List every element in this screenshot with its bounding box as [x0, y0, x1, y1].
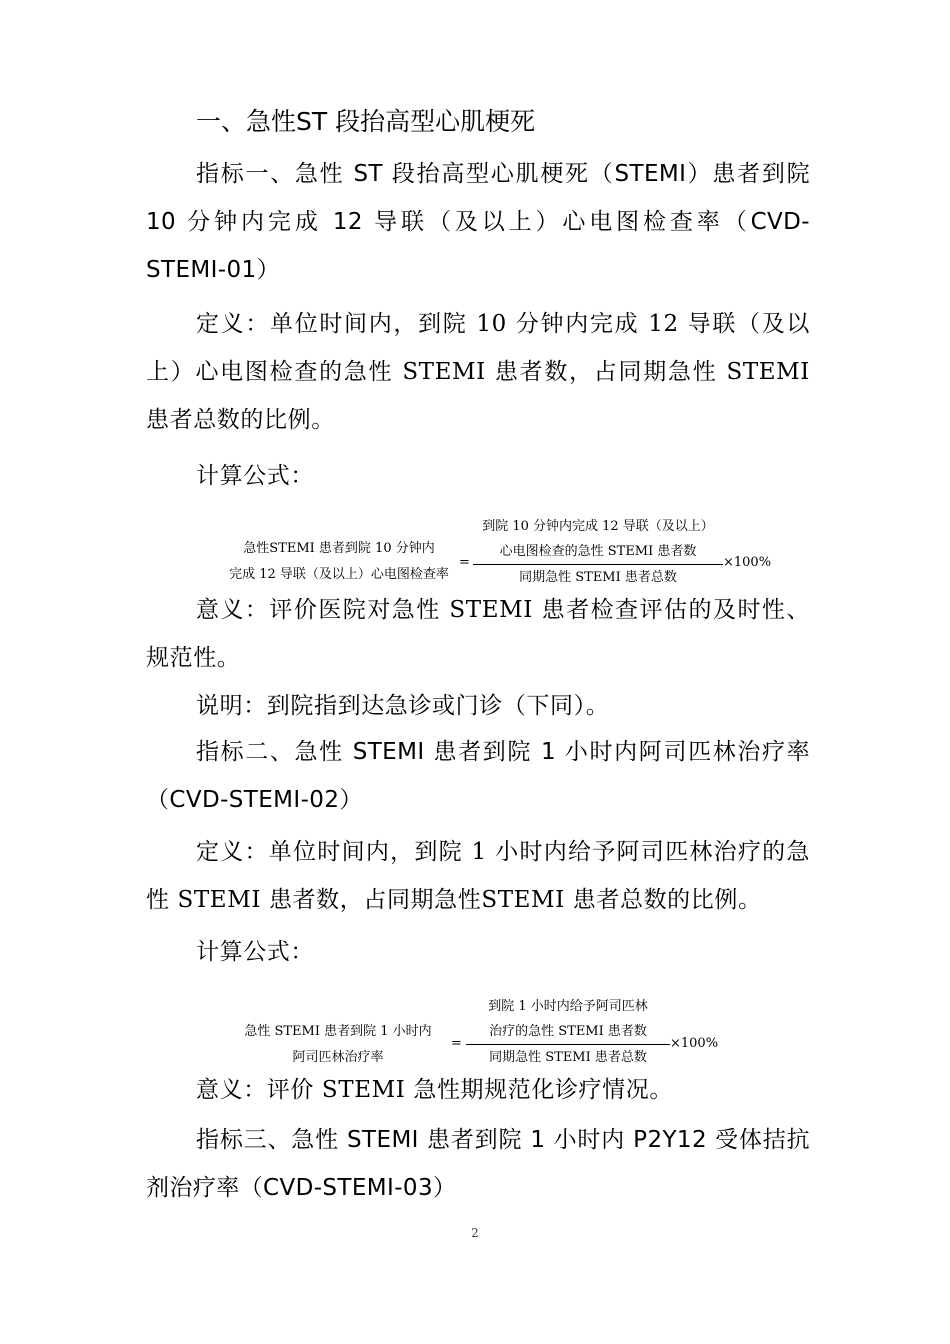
formula-2-numerator-line1: 到院 1 小时内给予阿司匹林 [488, 999, 648, 1014]
formula-2-fraction [466, 994, 670, 1070]
formula-2-numerator-line2: 治疗的急性 STEMI 患者数 [489, 1024, 647, 1039]
indicator-1-note: 说明：到院指到达急诊或门诊（下同）。 [196, 693, 610, 719]
section-heading: 一、急性ST 段抬高型心肌梗死 [196, 107, 536, 136]
formula-2-lhs [218, 1019, 458, 1071]
indicator-1-significance: 意义：评价医院对急性 STEMI 患者检查评估的及时性、规范性。 [146, 597, 810, 671]
indicator-2-definition: 定义：单位时间内，到院 1 小时内给予阿司匹林治疗的急性 STEMI 患者数，占同期急性STEMI 患者总数的比例。 [146, 839, 810, 913]
indicator-2-title: 指标二、急性 STEMI 患者到院 1 小时内阿司匹林治疗率（CVD-STEMI-02） [146, 739, 810, 813]
formula-1-equals: = [459, 555, 470, 570]
formula-2-denominator: 同期急性 STEMI 患者总数 [489, 1050, 647, 1065]
formula-1-lhs-line1: 急性STEMI 患者到院 10 分钟内 [243, 541, 435, 556]
indicator-1-title: 指标一、急性 ST 段抬高型心肌梗死（STEMI）患者到院 10 分钟内完成 12 导联（及以上）心电图检查率（CVD-STEMI-01） [146, 161, 810, 283]
formula-2-equals: = [451, 1036, 462, 1051]
indicator-3-title: 指标三、急性 STEMI 患者到院 1 小时内 P2Y12 受体拮抗剂治疗率（CVD-STEMI-03） [146, 1127, 810, 1201]
formula-1-lhs-line2: 完成 12 导联（及以上）心电图检查率 [229, 567, 449, 582]
indicator-1-formula-label: 计算公式： [196, 463, 314, 489]
formula-2-lhs-line2: 阿司匹林治疗率 [292, 1050, 384, 1065]
formula-1-fraction [473, 514, 723, 590]
formula-1-multiplier: ×100% [723, 555, 772, 570]
formula-1-numerator-line2: 心电图检查的急性 STEMI 患者数 [499, 544, 697, 559]
formula-2-lhs-line1: 急性 STEMI 患者到院 1 小时内 [244, 1024, 432, 1039]
indicator-1-definition: 定义：单位时间内，到院 10 分钟内完成 12 导联（及以上）心电图检查的急性 STEMI 患者数，占同期急性 STEMI 患者总数的比例。 [146, 311, 810, 433]
formula-1-numerator-line1: 到院 10 分钟内完成 12 导联（及以上） [482, 519, 714, 534]
indicator-2-significance: 意义：评价 STEMI 急性期规范化诊疗情况。 [196, 1077, 673, 1103]
indicator-2-formula-label: 计算公式： [196, 939, 314, 965]
formula-1-lhs [210, 536, 468, 588]
page-number: 2 [471, 1226, 479, 1240]
formula-2-multiplier: ×100% [670, 1036, 719, 1051]
formula-1-denominator: 同期急性 STEMI 患者总数 [519, 570, 677, 585]
